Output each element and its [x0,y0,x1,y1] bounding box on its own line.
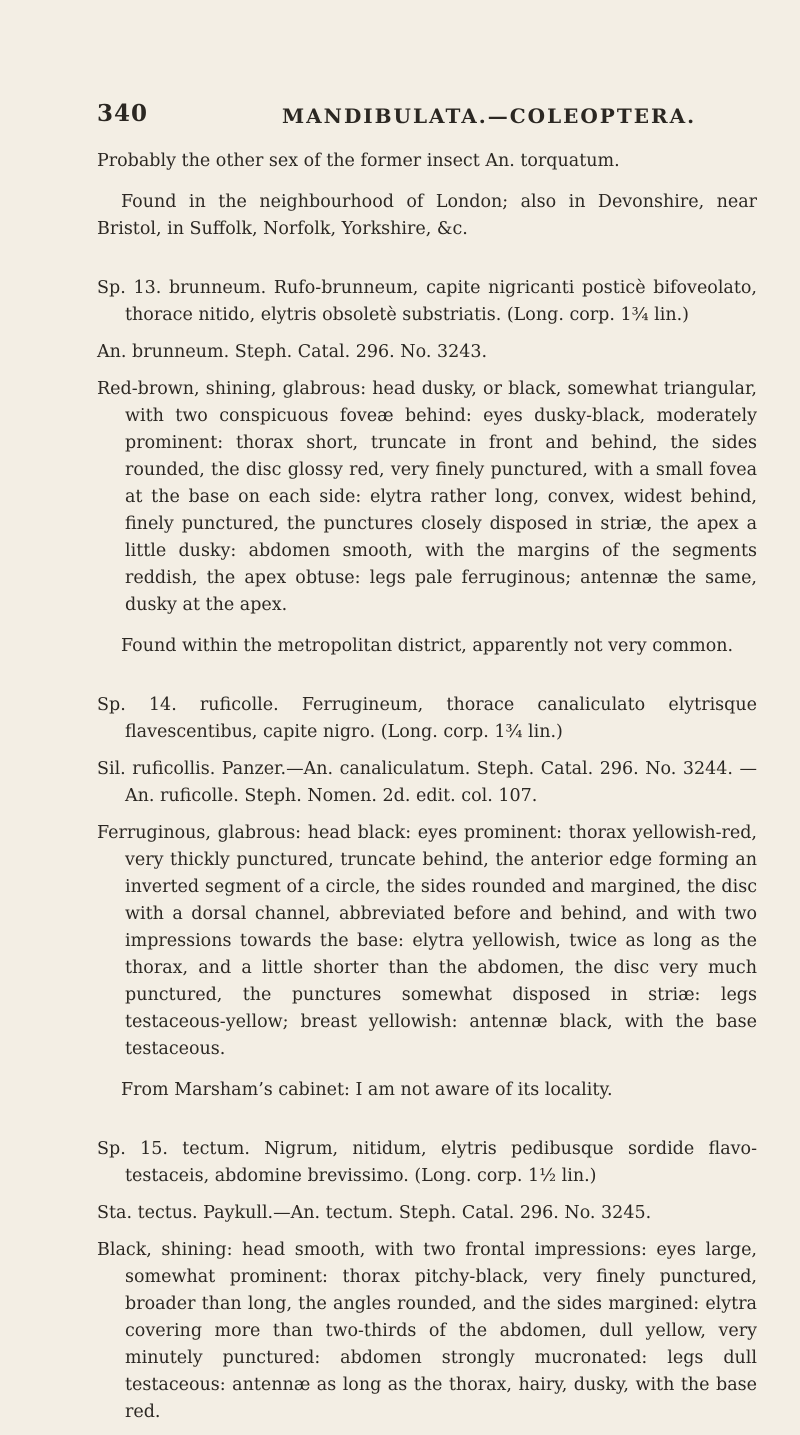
locality-note: Found within the metropolitan district, apparently not very common. [121,636,734,656]
synonymy: An. brunneum. Steph. Catal. 296. No. 3243. [97,342,488,362]
synonymy: Sta. tectus. Paykull.—An. tectum. Steph. Catal. 296. No. 3245. [97,1203,652,1223]
species-description: Red-brown, shining, glabrous: head dusky, or black, somewhat triangular, with two conspicuous foveæ behind: eyes dusky-black, moderately prominent: thorax short, truncate in front and behind, the sides rounded, the disc glossy red, very finely punctured, with a small fovea at the base on each side: elytra rather long, convex, widest behind, finely punctured, the punctures closely disposed in striæ, the apex a little dusky: abdomen smooth, with the margins of the segments reddish, the apex obtuse: legs pale ferruginous; antennæ the same, dusky at the apex. [97,379,757,615]
synonymy: Sil. ruficollis. Panzer.—An. canaliculatum. Steph. Catal. 296. No. 3244. —An. ruficolle. Steph. Nomen. 2d. edit. col. 107. [97,759,757,806]
paragraph: Found in the neighbourhood of London; also in Devonshire, near Bristol, in Suffolk, Norfolk, Yorkshire, &c. [97,192,757,239]
species-description: Ferruginous, glabrous: head black: eyes prominent: thorax yellowish-red, very thickly punctured, truncate behind, the anterior edge forming an inverted segment of a circle, the sides rounded and margined, the disc with a dorsal channel, abbreviated before and behind, and with two impressions towards the base: elytra yellowish, twice as long as the thorax, and a little shorter than the abdomen, the disc very much punctured, the punctures somewhat disposed in striæ: legs testaceous-yellow; breast yellowish: antennæ black, with the base testaceous. [97,823,757,1059]
page-number: 340 [97,100,149,127]
species-diagnosis: Sp. 13. brunneum. Rufo-brunneum, capite nigricanti posticè bifoveolato, thorace nitido, elytris obsoletè substriatis. (Long. corp. 1¾ lin.) [97,278,757,325]
running-title: MANDIBULATA.—COLEOPTERA. [282,104,697,128]
species-description: Black, shining: head smooth, with two frontal impressions: eyes large, somewhat prominent: thorax pitchy-black, very finely punctured, broader than long, the angles rounded, and the sides margined: elytra covering more than two-thirds of the abdomen, dull yellow, very minutely punctured: abdomen strongly mucronated: legs dull testaceous: antennæ as long as the thorax, hairy, dusky, with the base red. [97,1240,757,1422]
paragraph: Probably the other sex of the former insect An. torquatum. [97,151,620,171]
locality-note: From Marsham’s cabinet: I am not aware of its locality. [121,1080,613,1100]
species-diagnosis: Sp. 15. tectum. Nigrum, nitidum, elytris pedibusque sordide flavo-testaceis, abdomine brevissimo. (Long. corp. 1½ lin.) [97,1139,757,1186]
page-body [97,148,757,1426]
species-diagnosis: Sp. 14. ruficolle. Ferrugineum, thorace canaliculato elytrisque flavescentibus, capite nigro. (Long. corp. 1¾ lin.) [97,695,757,742]
